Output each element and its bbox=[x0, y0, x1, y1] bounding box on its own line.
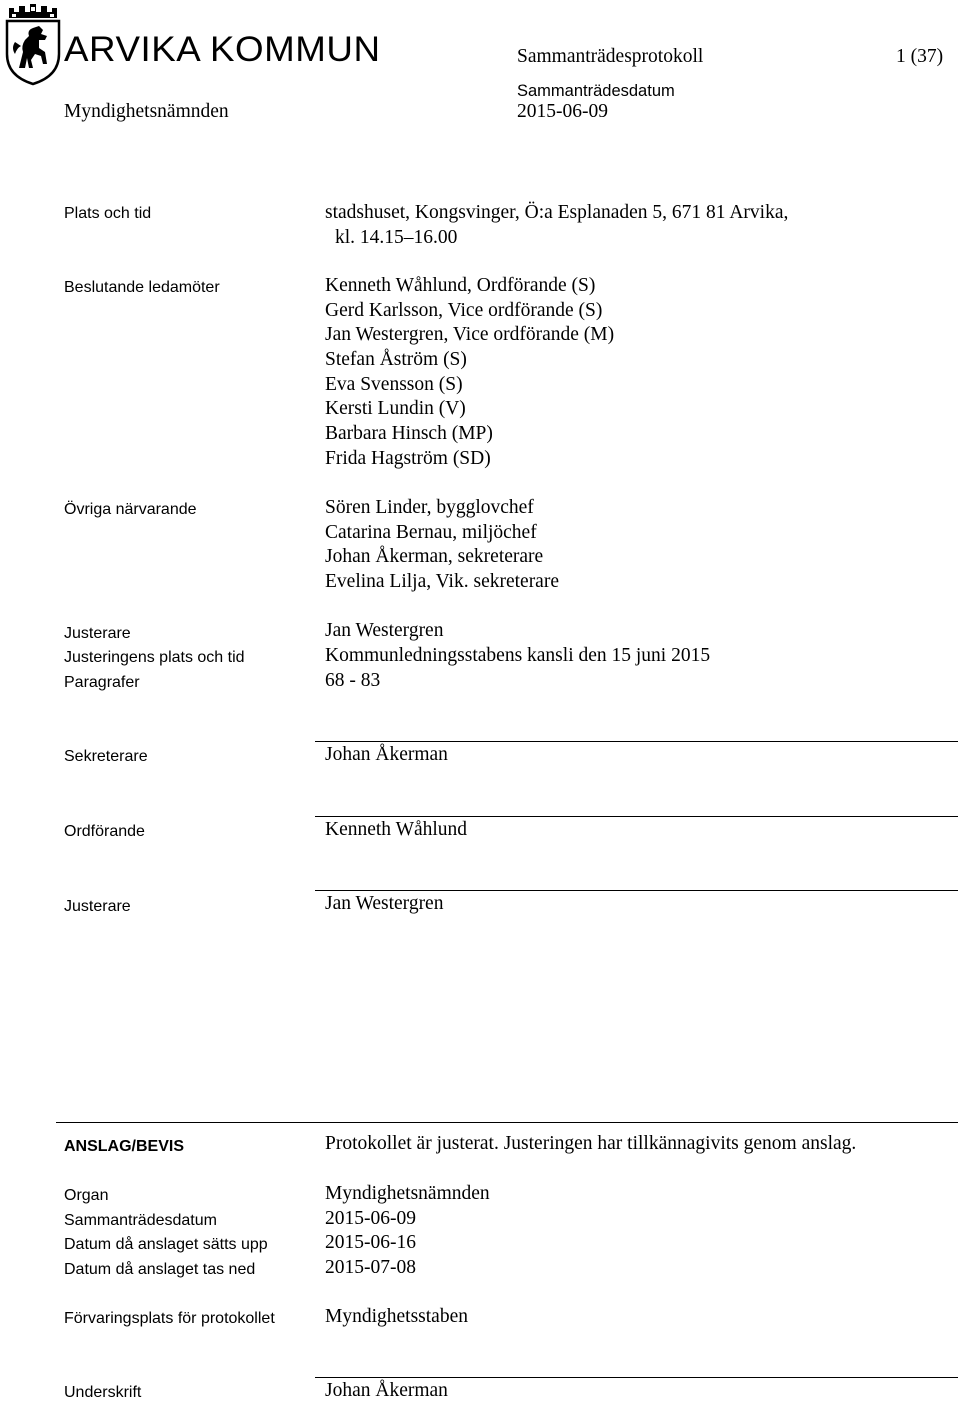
secretary-name: Johan Åkerman bbox=[325, 744, 448, 765]
chair-label: Ordförande bbox=[64, 823, 145, 840]
attendee-item: Sören Linder, bygglovchef bbox=[325, 497, 534, 518]
signature-label: Underskrift bbox=[64, 1384, 142, 1401]
member-item: Stefan Åström (S) bbox=[325, 349, 467, 371]
chair-name: Kenneth Wåhlund bbox=[325, 819, 468, 840]
signature-line bbox=[315, 816, 958, 817]
members-list bbox=[325, 274, 614, 472]
member-item: Kersti Lundin (V) bbox=[325, 398, 466, 420]
page-number: 1 (37) bbox=[896, 46, 944, 67]
adjuster-signature-label: Justerare bbox=[64, 898, 131, 915]
secretary-label: Sekreterare bbox=[64, 748, 148, 765]
removed-value: 2015-07-08 bbox=[325, 1257, 416, 1278]
signature-line bbox=[315, 1377, 958, 1378]
storage-value: Myndighetsstaben bbox=[325, 1306, 468, 1327]
member-item: Gerd Karlsson, Vice ordförande (S) bbox=[325, 299, 603, 321]
members-label: Beslutande ledamöter bbox=[64, 279, 220, 296]
member-item: Kenneth Wåhlund, Ordförande (S) bbox=[325, 275, 596, 296]
place-label: Plats och tid bbox=[64, 205, 152, 222]
notice-title: ANSLAG/BEVIS bbox=[64, 1138, 185, 1155]
attendee-item: Evelina Lilja, Vik. sekreterare bbox=[325, 571, 559, 593]
signature-line bbox=[315, 741, 958, 742]
signature-line bbox=[315, 890, 958, 891]
notice-date-label: Sammanträdesdatum bbox=[64, 1212, 217, 1229]
adjust-place-label: Justeringens plats och tid bbox=[64, 649, 245, 666]
posted-label: Datum då anslaget sätts upp bbox=[64, 1236, 268, 1253]
notice-statement: Protokollet är justerat. Justeringen har tillkännagivits genom anslag. bbox=[325, 1133, 857, 1154]
adjuster-label: Justerare bbox=[64, 625, 131, 642]
others-list bbox=[325, 496, 559, 595]
paragraphs-range: 68 - 83 bbox=[325, 670, 381, 691]
place-line1: stadshuset, Kongsvinger, Ö:a Esplanaden 5, 671 81 Arvika, bbox=[325, 202, 789, 223]
organ-label: Organ bbox=[64, 1187, 109, 1204]
notice-date-value: 2015-06-09 bbox=[325, 1208, 416, 1229]
others-label: Övriga närvarande bbox=[64, 501, 197, 518]
adjuster-name: Jan Westergren bbox=[325, 620, 444, 641]
removed-label: Datum då anslaget tas ned bbox=[64, 1261, 256, 1278]
member-item: Frida Hagström (SD) bbox=[325, 447, 491, 469]
notice-divider bbox=[56, 1122, 958, 1123]
place-line2: kl. 14.15–16.00 bbox=[335, 227, 458, 248]
attendee-item: Johan Åkerman, sekreterare bbox=[325, 546, 544, 568]
attendee-item: Catarina Bernau, miljöchef bbox=[325, 521, 537, 543]
doc-type: Sammanträdesprotokoll bbox=[517, 46, 704, 67]
storage-label: Förvaringsplats för protokollet bbox=[64, 1310, 275, 1327]
meeting-date: 2015-06-09 bbox=[517, 101, 608, 122]
committee-name: Myndighetsnämnden bbox=[64, 101, 229, 122]
member-item: Eva Svensson (S) bbox=[325, 373, 463, 395]
posted-value: 2015-06-16 bbox=[325, 1232, 416, 1253]
adjust-place: Kommunledningsstabens kansli den 15 juni 2015 bbox=[325, 645, 711, 666]
signature-name: Johan Åkerman bbox=[325, 1380, 448, 1401]
member-item: Jan Westergren, Vice ordförande (M) bbox=[325, 324, 615, 346]
paragraphs-label: Paragrafer bbox=[64, 674, 140, 691]
brand-wordmark: ARVIKA KOMMUN bbox=[64, 30, 381, 69]
organ-value: Myndighetsnämnden bbox=[325, 1183, 490, 1204]
adjuster-signature-name: Jan Westergren bbox=[325, 893, 444, 914]
municipal-crest-logo bbox=[3, 2, 63, 86]
member-item: Barbara Hinsch (MP) bbox=[325, 423, 493, 445]
date-label: Sammanträdesdatum bbox=[517, 82, 675, 100]
